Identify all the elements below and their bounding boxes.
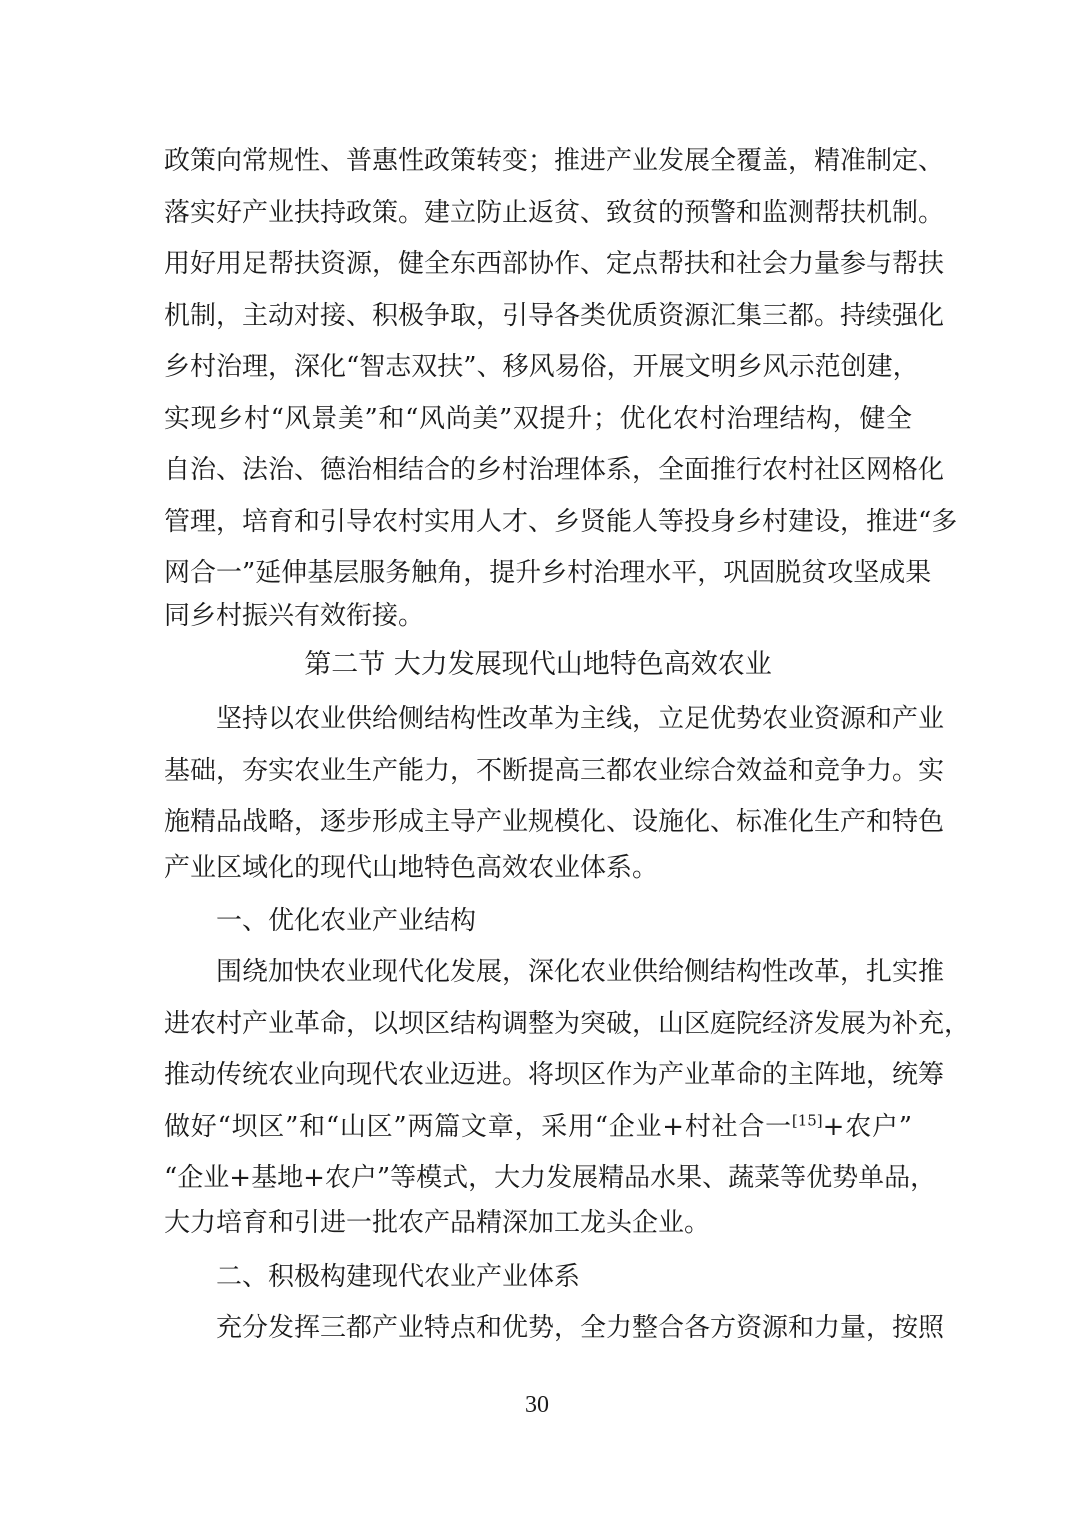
body-text-line: 同乡村振兴有效衔接。 [164, 601, 425, 631]
body-text-line: “企业+基地+农户”等模式，大力发展精品水果、蔬菜等优势单品， [164, 1163, 937, 1193]
body-text-line: 充分发挥三都产业特点和优势，全力整合各方资源和力量，按照 [216, 1313, 945, 1343]
body-text-line: 自治、法治、德治相结合的乡村治理体系，全面推行农村社区网格化 [164, 455, 945, 485]
body-text-line: 落实好产业扶持政策。建立防止返贫、致贫的预警和监测帮扶机制。 [164, 198, 945, 228]
body-text-line: 产业区域化的现代山地特色高效农业体系。 [164, 853, 659, 883]
body-text-line: 坚持以农业供给侧结构性改革为主线，立足优势农业资源和产业 [216, 704, 945, 734]
subheading: 二、积极构建现代农业产业体系 [216, 1262, 581, 1292]
body-text-line: 实现乡村“风景美”和“风尚美”双提升；优化农村治理结构，健全 [164, 404, 912, 434]
text-segment: 做好“坝区”和“山区”两篇文章，采用“企业+村社合一 [164, 1112, 792, 1142]
body-text-line: 基础，夯实农业生产能力，不断提高三都农业综合效益和竞争力。实 [164, 756, 945, 786]
subheading: 一、优化农业产业结构 [216, 906, 477, 936]
body-text-line: 政策向常规性、普惠性政策转变；推进产业发展全覆盖，精准制定、 [164, 146, 945, 176]
body-text-line: 乡村治理，深化“智志双扶”、移风易俗，开展文明乡风示范创建， [164, 352, 919, 382]
text-segment: +农户” [822, 1112, 912, 1142]
body-text-line: 大力培育和引进一批农产品精深加工龙头企业。 [164, 1208, 711, 1238]
body-text-line: 围绕加快农业现代化发展，深化农业供给侧结构性改革，扎实推 [216, 957, 945, 987]
body-text-line: 机制，主动对接、积极争取，引导各类优质资源汇集三都。持续强化 [164, 301, 945, 331]
body-text-line [164, 1112, 912, 1142]
body-text-line: 推动传统农业向现代农业迈进。将坝区作为产业革命的主阵地，统筹 [164, 1060, 945, 1090]
body-text-line: 进农村产业革命，以坝区结构调整为突破，山区庭院经济发展为补充， [164, 1009, 971, 1039]
body-text-line: 施精品战略，逐步形成主导产业规模化、设施化、标准化生产和特色 [164, 807, 945, 837]
body-text-line: 用好用足帮扶资源，健全东西部协作、定点帮扶和社会力量参与帮扶 [164, 249, 945, 279]
footnote-reference: [15] [791, 1111, 823, 1130]
page-number: 30 [525, 1392, 549, 1418]
body-text-line: 网合一”延伸基层服务触角，提升乡村治理水平，巩固脱贫攻坚成果 [164, 558, 932, 588]
body-text-line: 管理，培育和引导农村实用人才、乡贤能人等投身乡村建设，推进“多 [164, 507, 958, 537]
section-heading: 第二节 大力发展现代山地特色高效农业 [304, 649, 772, 680]
